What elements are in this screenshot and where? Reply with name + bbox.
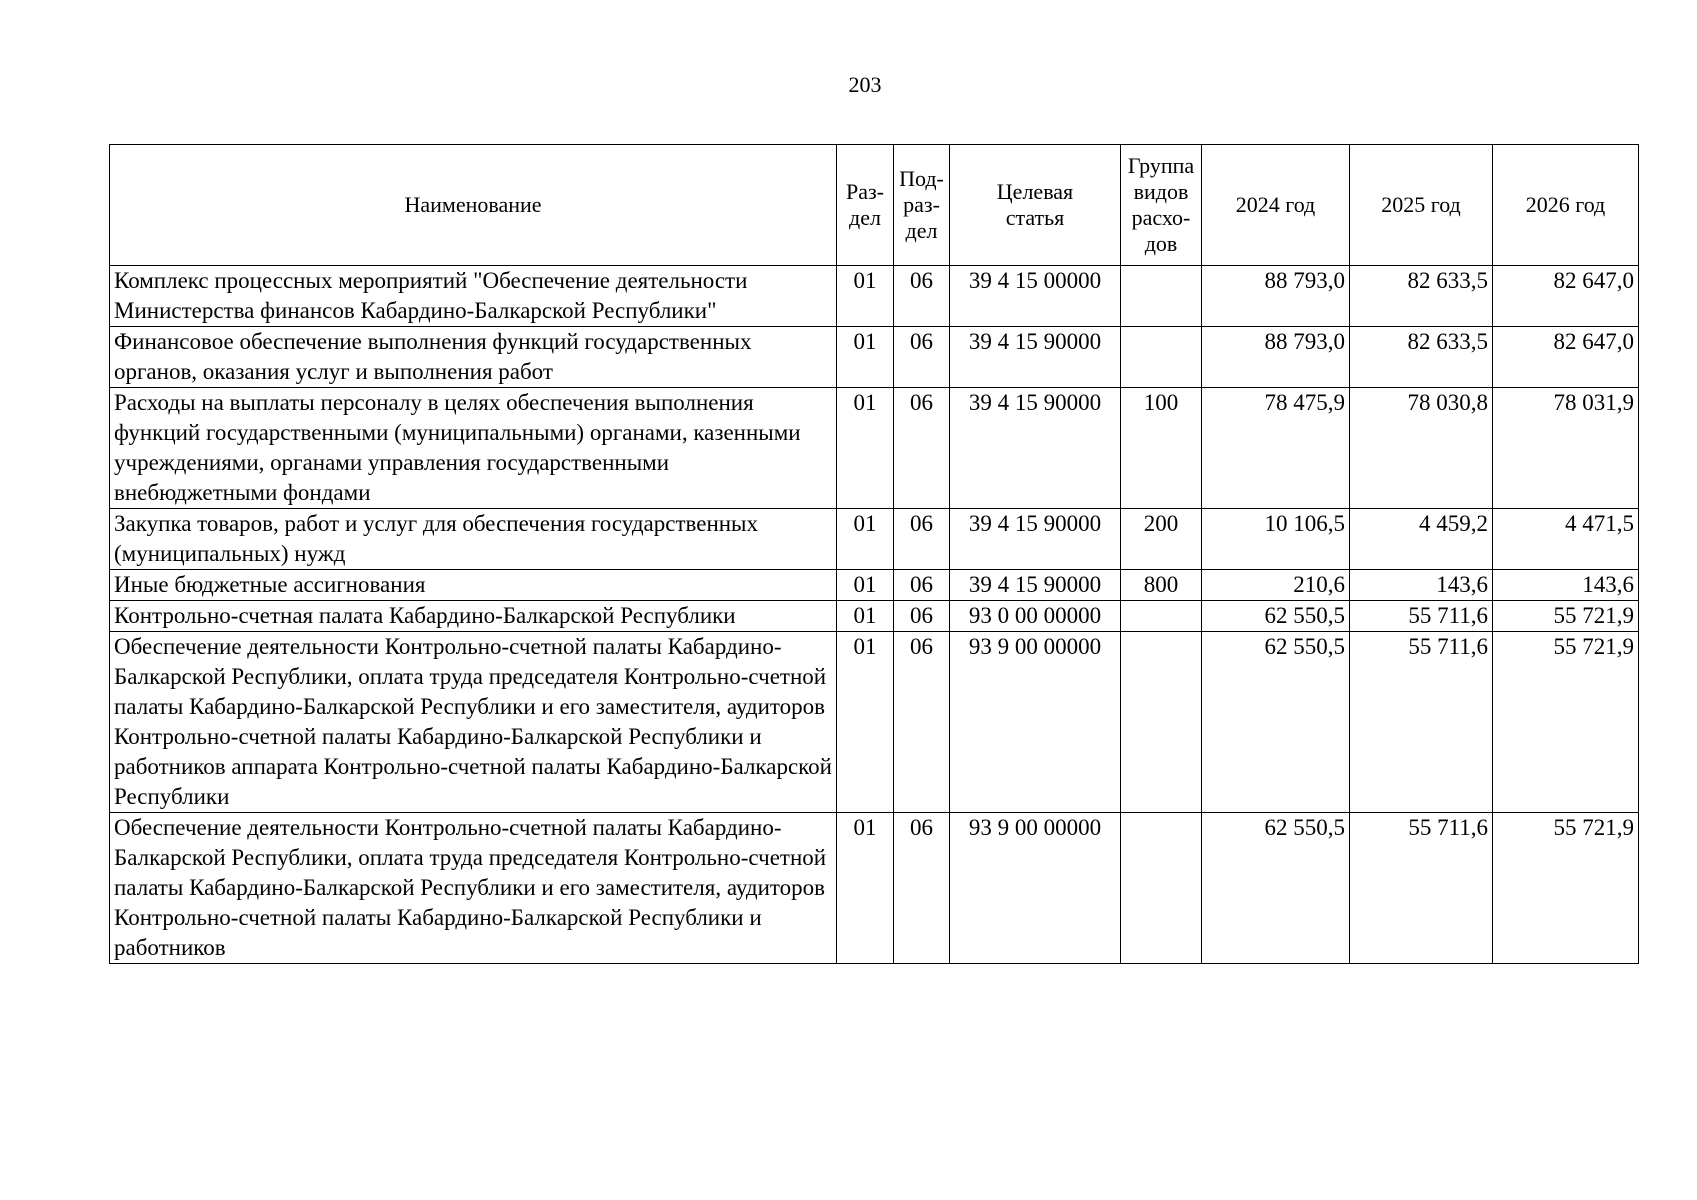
row-target-article: 39 4 15 90000 [950,388,1121,509]
table-row [110,509,1639,570]
table-row [110,601,1639,632]
row-value-2025: 78 030,8 [1350,388,1493,509]
row-expense-group [1121,632,1202,813]
row-value-2024: 210,6 [1202,570,1350,601]
row-value-2024: 88 793,0 [1202,327,1350,388]
row-value-2026: 4 471,5 [1493,509,1639,570]
row-value-2024: 62 550,5 [1202,601,1350,632]
row-name: Иные бюджетные ассигнования [110,570,837,601]
table-row [110,570,1639,601]
row-expense-group: 100 [1121,388,1202,509]
row-value-2024: 10 106,5 [1202,509,1350,570]
row-value-2025: 55 711,6 [1350,601,1493,632]
row-section: 01 [837,266,894,327]
table-row [110,632,1639,813]
table-header [110,145,1639,266]
row-value-2024: 78 475,9 [1202,388,1350,509]
row-expense-group [1121,813,1202,964]
header-year-2026: 2026 год [1493,145,1639,266]
row-expense-group [1121,266,1202,327]
row-target-article: 39 4 15 90000 [950,570,1121,601]
row-value-2026: 143,6 [1493,570,1639,601]
row-subsection: 06 [894,509,950,570]
row-name: Обеспечение деятельности Контрольно-счетной палаты Кабардино-Балкарской Республики, оплата труда председателя Контрольно-счетной палаты Кабардино-Балкарской Республики и его заместителя, аудиторов Контрольно-счетной палаты Кабардино-Балкарской Республики и работников аппарата Контрольно-счетной палаты Кабардино-Балкарской Республики [110,632,837,813]
table-body [110,266,1639,964]
row-value-2025: 82 633,5 [1350,327,1493,388]
row-expense-group: 800 [1121,570,1202,601]
header-target-article: Целевая статья [950,145,1121,266]
row-value-2024: 62 550,5 [1202,632,1350,813]
row-target-article: 39 4 15 90000 [950,509,1121,570]
table-row [110,813,1639,964]
row-target-article: 93 0 00 00000 [950,601,1121,632]
row-name: Закупка товаров, работ и услуг для обеспечения государственных (муниципальных) нужд [110,509,837,570]
row-target-article: 39 4 15 90000 [950,327,1121,388]
row-value-2025: 55 711,6 [1350,632,1493,813]
row-subsection: 06 [894,327,950,388]
row-section: 01 [837,813,894,964]
row-name: Контрольно-счетная палата Кабардино-Балкарской Республики [110,601,837,632]
header-name: Наименование [110,145,837,266]
row-subsection: 06 [894,632,950,813]
row-section: 01 [837,632,894,813]
table-row [110,388,1639,509]
row-expense-group [1121,327,1202,388]
row-value-2026: 55 721,9 [1493,813,1639,964]
header-year-2025: 2025 год [1350,145,1493,266]
row-expense-group [1121,601,1202,632]
row-section: 01 [837,327,894,388]
row-target-article: 39 4 15 00000 [950,266,1121,327]
row-expense-group: 200 [1121,509,1202,570]
row-value-2026: 55 721,9 [1493,632,1639,813]
header-row [110,145,1639,266]
row-value-2024: 88 793,0 [1202,266,1350,327]
header-section: Раз- дел [837,145,894,266]
row-value-2025: 55 711,6 [1350,813,1493,964]
table-row [110,266,1639,327]
budget-table [109,144,1639,964]
row-value-2026: 55 721,9 [1493,601,1639,632]
row-value-2026: 82 647,0 [1493,266,1639,327]
row-value-2025: 82 633,5 [1350,266,1493,327]
row-value-2024: 62 550,5 [1202,813,1350,964]
row-subsection: 06 [894,388,950,509]
row-section: 01 [837,570,894,601]
row-value-2026: 82 647,0 [1493,327,1639,388]
table-row [110,327,1639,388]
row-target-article: 93 9 00 00000 [950,632,1121,813]
row-section: 01 [837,388,894,509]
row-name: Обеспечение деятельности Контрольно-счетной палаты Кабардино-Балкарской Республики, оплата труда председателя Контрольно-счетной палаты Кабардино-Балкарской Республики и его заместителя, аудиторов Контрольно-счетной палаты Кабардино-Балкарской Республики и работников [110,813,837,964]
row-value-2025: 143,6 [1350,570,1493,601]
row-section: 01 [837,601,894,632]
header-year-2024: 2024 год [1202,145,1350,266]
row-subsection: 06 [894,266,950,327]
row-value-2026: 78 031,9 [1493,388,1639,509]
header-subsection: Под- раз- дел [894,145,950,266]
header-expense-group: Группа видов расхо- дов [1121,145,1202,266]
row-section: 01 [837,509,894,570]
page-number: 203 [848,72,882,97]
row-name: Расходы на выплаты персоналу в целях обеспечения выполнения функций государственными (муниципальными) органами, казенными учреждениями, органами управления государственными внебюджетными фондами [110,388,837,509]
row-value-2025: 4 459,2 [1350,509,1493,570]
row-target-article: 93 9 00 00000 [950,813,1121,964]
row-name: Финансовое обеспечение выполнения функций государственных органов, оказания услуг и выполнения работ [110,327,837,388]
row-subsection: 06 [894,813,950,964]
row-subsection: 06 [894,601,950,632]
row-subsection: 06 [894,570,950,601]
row-name: Комплекс процессных мероприятий "Обеспечение деятельности Министерства финансов Кабардино-Балкарской Республики" [110,266,837,327]
